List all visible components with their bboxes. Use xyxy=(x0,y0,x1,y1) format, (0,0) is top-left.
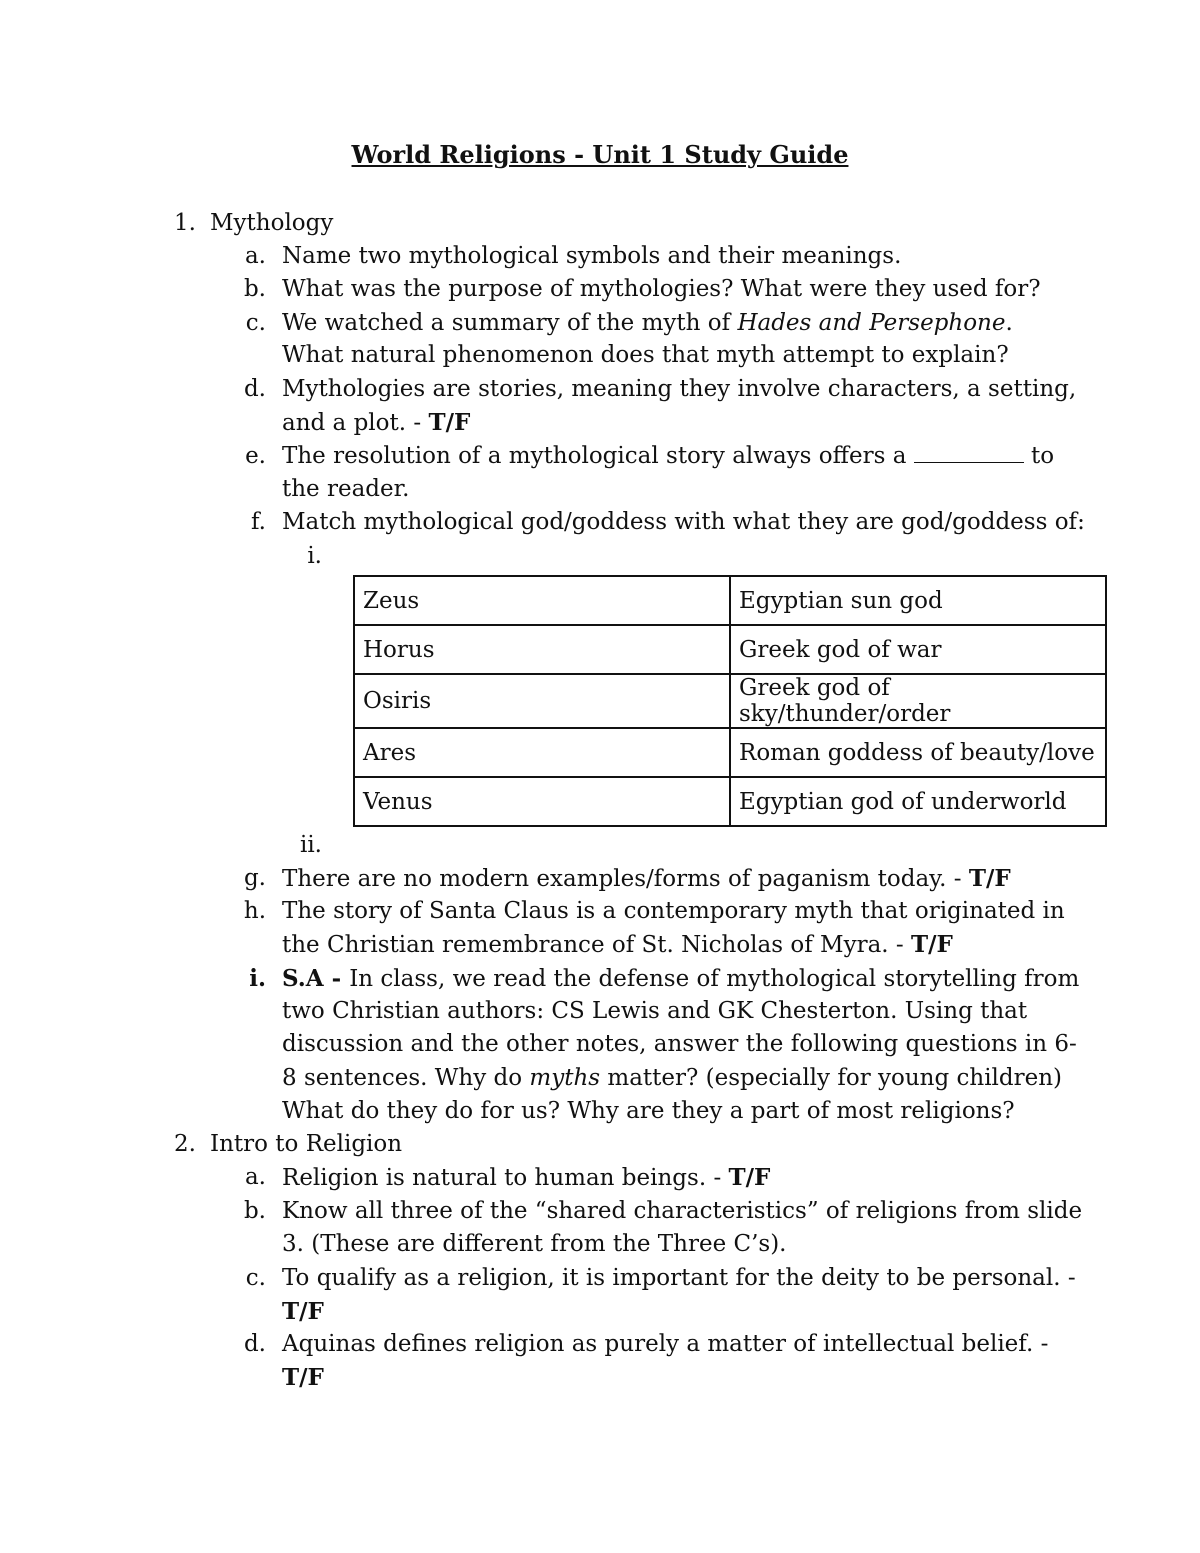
item-marker: b. xyxy=(243,1198,266,1224)
question-1f: Match mythological god/goddess with what they are god/goddess of: xyxy=(282,509,1085,535)
question-text: Religion is natural to human beings. - xyxy=(282,1165,729,1191)
question-1c-line2: What natural phenomenon does that myth attempt to explain? xyxy=(282,342,1009,368)
question-1i-line4 xyxy=(282,1062,1062,1095)
deity-domain-cell: Greek god of war xyxy=(730,625,1106,674)
true-false-marker: T/F xyxy=(911,931,953,958)
question-text: In class, we read the defense of mythological storytelling from xyxy=(349,966,1080,992)
myth-title: Hades and Persephone xyxy=(737,310,1006,336)
item-marker: i. xyxy=(249,965,266,992)
deity-name-cell: Osiris xyxy=(354,674,730,728)
item-marker: a. xyxy=(244,243,266,269)
question-1h-line2 xyxy=(282,928,953,961)
question-1h: The story of Santa Claus is a contemporary myth that originated in xyxy=(282,898,1065,924)
deity-name-cell: Zeus xyxy=(354,576,730,625)
item-marker: b. xyxy=(243,276,266,302)
deity-domain-cell: Greek god of sky/thunder/order xyxy=(730,674,1106,728)
question-1i-line3: discussion and the other notes, answer the following questions in 6- xyxy=(282,1031,1077,1057)
question-1g xyxy=(282,862,1011,895)
deity-name-cell: Ares xyxy=(354,728,730,777)
question-1b: What was the purpose of mythologies? What were they used for? xyxy=(282,276,1041,302)
question-text: There are no modern examples/forms of paganism today. - xyxy=(282,866,969,892)
question-1i xyxy=(282,962,1079,995)
question-2b: Know all three of the “shared characteristics” of religions from slide xyxy=(282,1198,1083,1224)
question-2d: Aquinas defines religion as purely a matter of intellectual belief. - xyxy=(282,1331,1049,1357)
deity-domain-cell: Egyptian god of underworld xyxy=(730,777,1106,826)
question-text: The resolution of a mythological story always offers a xyxy=(282,443,914,469)
section-heading-mythology: Mythology xyxy=(210,210,334,236)
section-number: 1. xyxy=(174,210,196,236)
item-marker: c. xyxy=(245,310,266,336)
true-false-marker: T/F xyxy=(728,1164,771,1191)
true-false-marker: T/F xyxy=(428,409,471,436)
item-marker: g. xyxy=(243,865,266,891)
question-1i-line5: What do they do for us? Why are they a part of most religions? xyxy=(282,1098,1015,1124)
deity-domain-cell: Egyptian sun god xyxy=(730,576,1106,625)
table-row xyxy=(354,674,1106,728)
question-text: 8 sentences. Why do xyxy=(282,1065,530,1091)
section-number: 2. xyxy=(174,1131,196,1157)
sub-item-marker: i. xyxy=(307,543,322,569)
section-heading-intro-religion: Intro to Religion xyxy=(210,1131,403,1157)
question-1a: Name two mythological symbols and their meanings. xyxy=(282,243,902,269)
question-text: and a plot. - xyxy=(282,410,429,436)
question-text: . xyxy=(1005,310,1013,336)
sub-item-marker: ii. xyxy=(299,832,322,858)
matching-table xyxy=(353,575,1107,827)
question-1c xyxy=(282,307,1013,340)
question-text: to xyxy=(1023,443,1055,469)
question-1e-line2: the reader. xyxy=(282,476,410,502)
item-marker: e. xyxy=(245,443,266,469)
question-1d-line2 xyxy=(282,406,470,439)
true-false-marker: T/F xyxy=(282,1364,324,1391)
item-marker: d. xyxy=(243,1331,266,1357)
question-text: We watched a summary of the myth of xyxy=(282,310,738,336)
question-1e xyxy=(282,440,1054,473)
item-marker: h. xyxy=(243,898,266,924)
question-1i-line2: two Christian authors: CS Lewis and GK Chesterton. Using that xyxy=(282,998,1028,1024)
table-row xyxy=(354,625,1106,674)
emphasis: myths xyxy=(529,1065,601,1091)
item-marker: d. xyxy=(243,376,266,402)
true-false-marker: T/F xyxy=(282,1298,324,1325)
question-2c: To qualify as a religion, it is important for the deity to be personal. - xyxy=(282,1265,1076,1291)
item-marker: c. xyxy=(245,1265,266,1291)
question-text: matter? (especially for young children) xyxy=(600,1065,1063,1091)
true-false-marker: T/F xyxy=(968,865,1011,892)
item-marker: a. xyxy=(244,1164,266,1190)
short-answer-label: S.A - xyxy=(282,965,350,992)
item-marker: f. xyxy=(250,509,266,535)
question-text: the Christian remembrance of St. Nicholas of Myra. - xyxy=(282,932,911,958)
deity-domain-cell: Roman goddess of beauty/love xyxy=(730,728,1106,777)
question-2b-line2: 3. (These are different from the Three C’s). xyxy=(282,1231,787,1257)
table-row xyxy=(354,777,1106,826)
page-title: World Religions - Unit 1 Study Guide xyxy=(351,140,849,169)
table-row xyxy=(354,728,1106,777)
table-row xyxy=(354,576,1106,625)
deity-name-cell: Venus xyxy=(354,777,730,826)
question-1d: Mythologies are stories, meaning they involve characters, a setting, xyxy=(282,376,1077,402)
fill-in-blank[interactable] xyxy=(914,440,1024,463)
question-2a xyxy=(282,1161,770,1194)
deity-name-cell: Horus xyxy=(354,625,730,674)
